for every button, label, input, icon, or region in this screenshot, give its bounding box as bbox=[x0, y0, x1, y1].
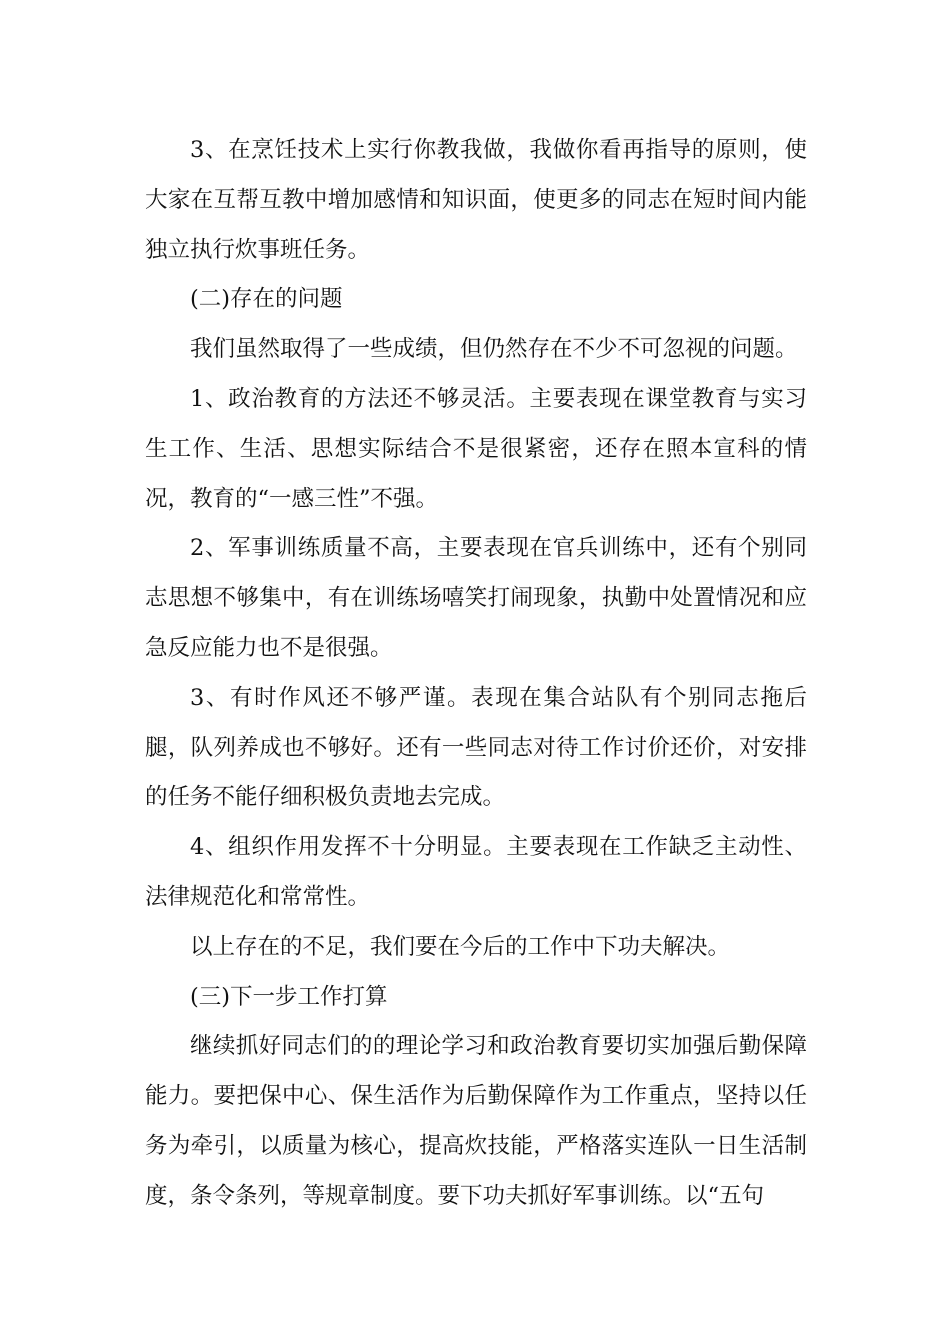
paragraph-political-education: 1、政治教育的方法还不够灵活。主要表现在课堂教育与实习生工作、生活、思想实际结合不是很紧密，还存在照本宣科的情况，教育的“一感三性”不强。 bbox=[145, 385, 807, 512]
paragraph-problems-intro: 我们虽然取得了一些成绩，但仍然存在不少不可忽视的问题。 bbox=[190, 336, 798, 363]
section-heading-problems: (二)存在的问题 bbox=[190, 286, 343, 313]
paragraph-organization-role: 4、组织作用发挥不十分明显。主要表现在工作缺乏主动性、法律规范化和常常性。 bbox=[145, 834, 807, 910]
paragraph-cooking-skills: 3、在烹饪技术上实行你教我做，我做你看再指导的原则，使大家在互帮互教中增加感情和知识面，使更多的同志在短时间内能独立执行炊事班任务。 bbox=[145, 137, 807, 263]
section-heading-next-steps: (三)下一步工作打算 bbox=[190, 983, 388, 1010]
paragraph-shortcomings-summary: 以上存在的不足，我们要在今后的工作中下功夫解决。 bbox=[190, 933, 731, 960]
paragraph-military-training: 2、军事训练质量不高，主要表现在官兵训练中，还有个别同志思想不够集中，有在训练场嘻笑打闹现象，执勤中处置情况和应急反应能力也不是很强。 bbox=[145, 535, 807, 661]
paragraph-next-steps: 继续抓好同志们的的理论学习和政治教育要切实加强后勤保障能力。要把保中心、保生活作为后勤保障作为工作重点，坚持以任务为牵引，以质量为核心，提高炊技能，严格落实连队一日生活制度，条令条列，等规章制度。要下功夫抓好军事训练。以“五句 bbox=[145, 1033, 807, 1209]
paragraph-work-style: 3、有时作风还不够严谨。表现在集合站队有个别同志拖后腿，队列养成也不够好。还有一些同志对待工作讨价还价，对安排的任务不能仔细积极负责地去完成。 bbox=[145, 684, 807, 811]
document-body bbox=[145, 126, 807, 1222]
